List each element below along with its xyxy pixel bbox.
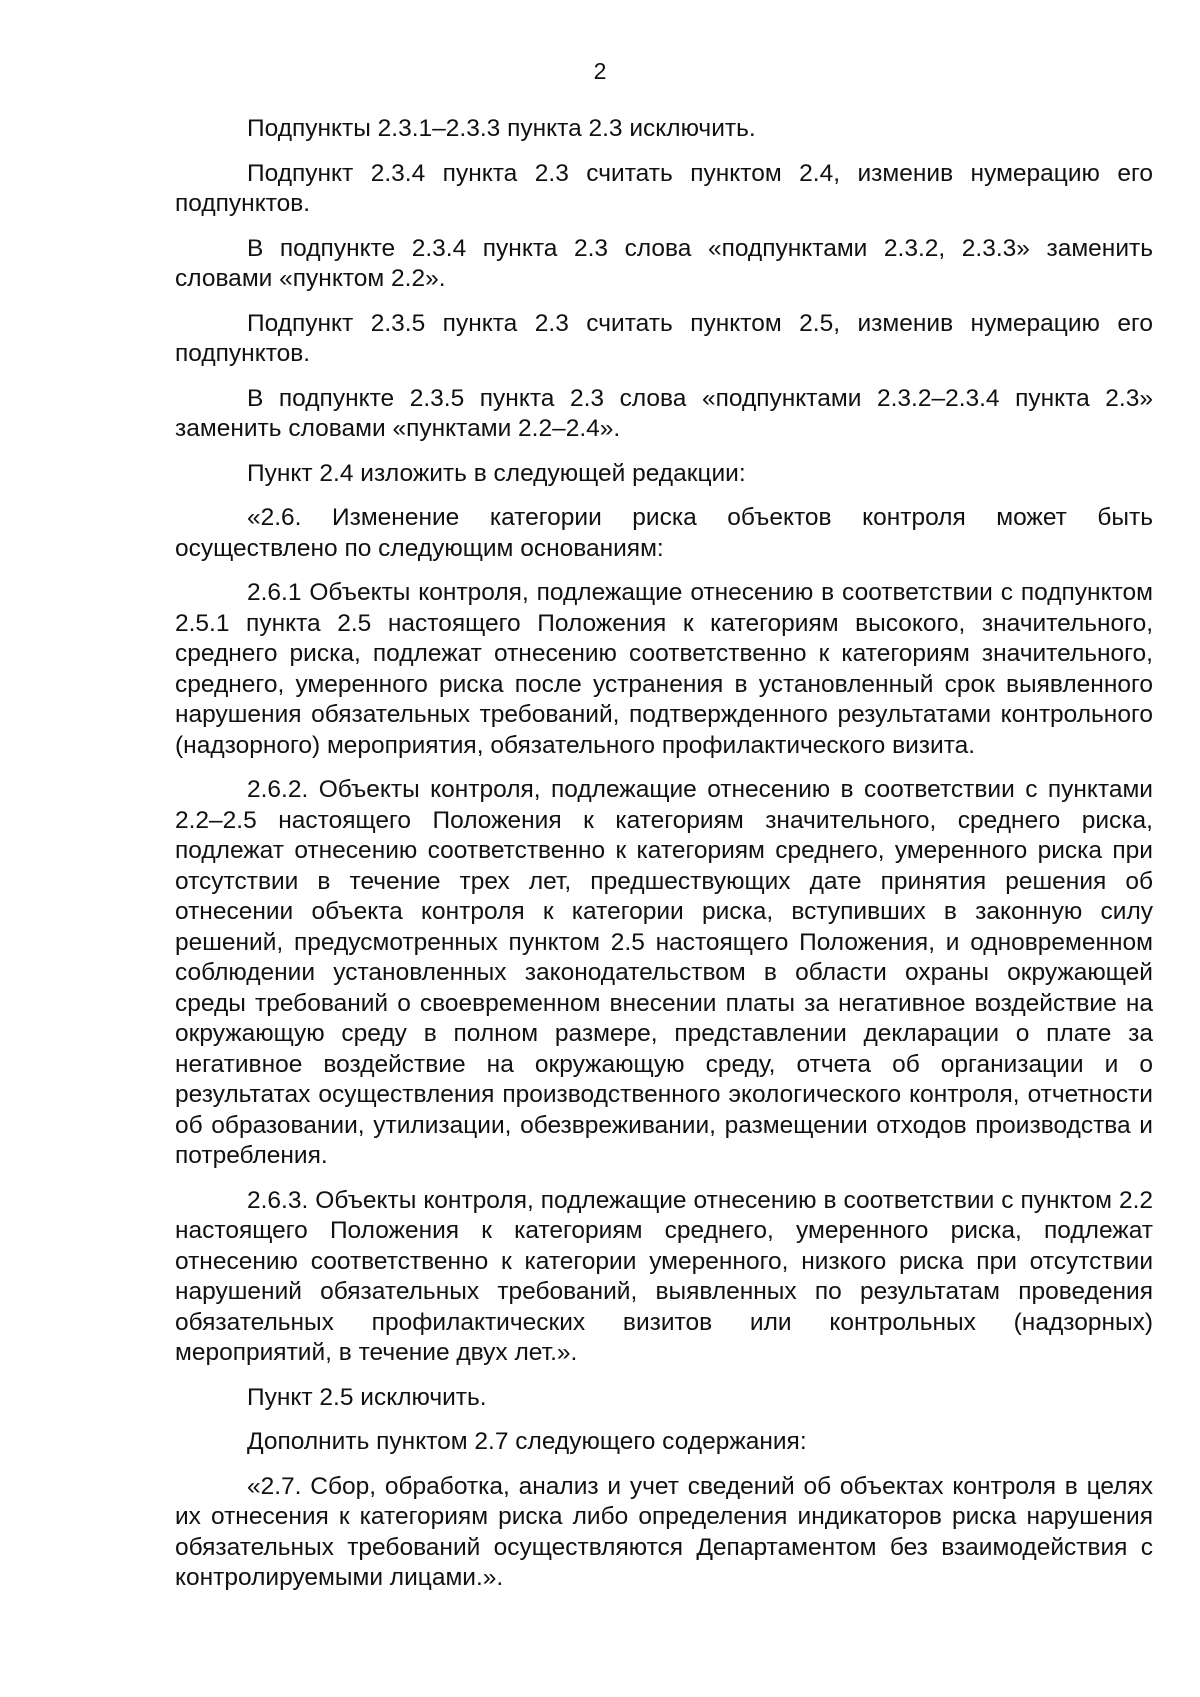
paragraph-6: Пункт 2.4 изложить в следующей редакции: xyxy=(247,459,746,487)
paragraph-1: Подпункты 2.3.1–2.3.3 пункта 2.3 исключить. xyxy=(247,115,756,142)
paragraph-2: Подпункт 2.3.4 пункта 2.3 считать пунктом 2.4, изменив нумерацию его подпунктов. xyxy=(175,159,1153,217)
paragraph-5: В подпункте 2.3.5 пункта 2.3 слова «подпунктами 2.3.2–2.3.4 пункта 2.3» заменить словами «пунктами 2.2–2.4». xyxy=(175,384,1153,442)
paragraph-13: «2.7. Сбор, обработка, анализ и учет сведений об объектах контроля в целях их отнесения к категориям риска либо определения индикаторов риска нарушения обязательных требований осуществляются Департаментом без взаимодействия с контролируемыми лицами.». xyxy=(175,1472,1153,1591)
paragraph-4: Подпункт 2.3.5 пункта 2.3 считать пунктом 2.5, изменив нумерацию его подпунктов. xyxy=(175,309,1153,367)
paragraph-9: 2.6.2. Объекты контроля, подлежащие отнесению в соответствии с пунктами 2.2–2.5 настоящего Положения к категориям значительного, среднего риска, подлежат отнесению соответственно к категориям среднего, умеренного риска при отсутствии в течение трех лет, предшествующих дате принятия решения об отнесении объекта контроля к категории риска, вступивших в законную силу решений, предусмотренных пунктом 2.5 настоящего Положения, и одновременном соблюдении установленных законодательством в области охраны окружающей среды требований о своевременном внесении платы за негативное воздействие на окружающую среду в полном размере, представлении декларации о плате за негативное воздействие на окружающую среду, отчета об организации и о результатах осуществления производственного экологического контроля, отчетности об образовании, утилизации, обезвреживании, размещении отходов производства и потребления. xyxy=(175,776,1153,1169)
paragraph-12: Дополнить пунктом 2.7 следующего содержания: xyxy=(247,1428,807,1455)
paragraph-11: Пункт 2.5 исключить. xyxy=(247,1383,487,1411)
page-number: 2 xyxy=(593,58,607,84)
paragraph-3: В подпункте 2.3.4 пункта 2.3 слова «подпунктами 2.3.2, 2.3.3» заменить словами «пунктом 2.2». xyxy=(175,234,1153,292)
document-body xyxy=(175,114,1153,1608)
paragraph-7: «2.6. Изменение категории риска объектов контроля может быть осуществлено по следующим основаниям: xyxy=(175,504,1153,562)
paragraph-8: 2.6.1 Объекты контроля, подлежащие отнесению в соответствии с подпунктом 2.5.1 пункта 2.5 настоящего Положения к категориям высокого, значительного, среднего риска, подлежат отнесению соответственно к категориям значительного, среднего, умеренного риска после устранения в установленный срок выявленного нарушения обязательных требований, подтвержденного результатами контрольного (надзорного) мероприятия, обязательного профилактического визита. xyxy=(175,579,1153,759)
paragraph-10: 2.6.3. Объекты контроля, подлежащие отнесению в соответствии с пунктом 2.2 настоящего Положения к категориям среднего, умеренного риска, подлежат отнесению соответственно к категории умеренного, низкого риска при отсутствии нарушений обязательных требований, выявленных по результатам проведения обязательных профилактических визитов или контрольных (надзорных) мероприятий, в течение двух лет.». xyxy=(175,1186,1153,1366)
